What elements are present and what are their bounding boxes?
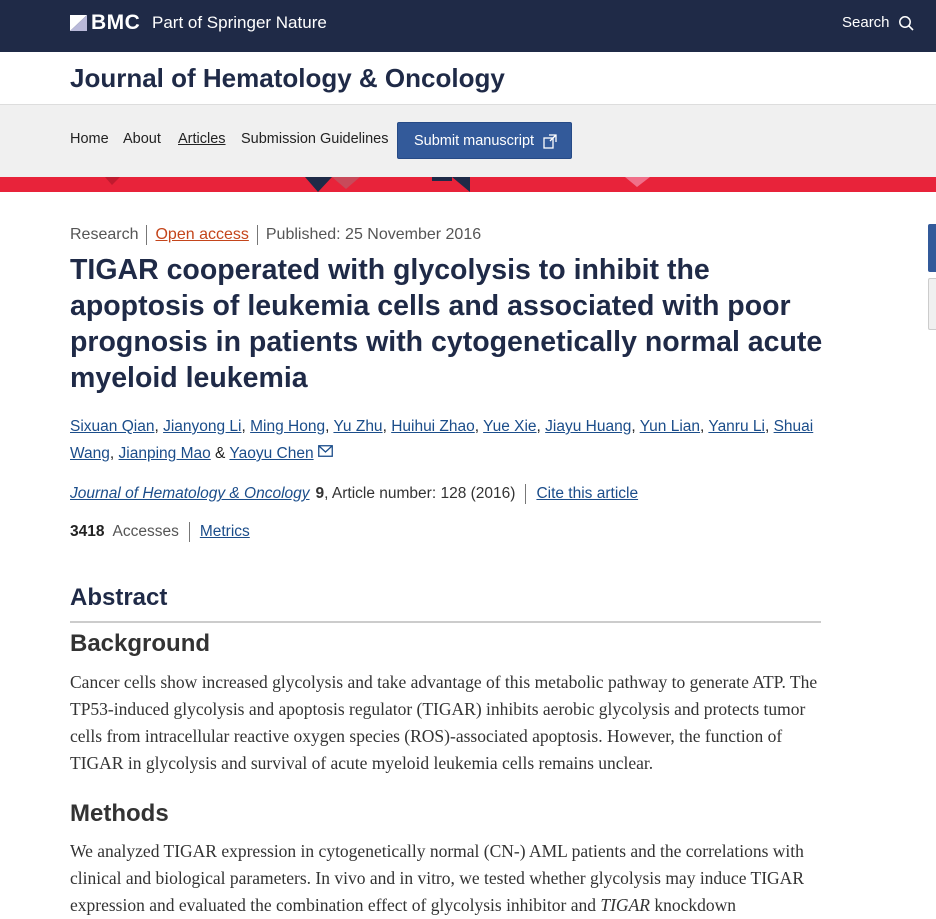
- journal-nav: [0, 105, 936, 177]
- author-list: Sixuan Qian, Jianyong Li, Ming Hong, Yu Zhu, Huihui Zhao, Yue Xie, Jiayu Huang, Yun Lian, Yanru Li, Shuai Wang, Jianping Mao & Yaoyu Chen: [70, 418, 814, 462]
- author-link[interactable]: Yue Xie: [483, 418, 537, 435]
- external-link-icon: [542, 133, 558, 149]
- submit-manuscript-label: Submit manuscript: [414, 132, 535, 149]
- author-link[interactable]: Huihui Zhao: [391, 418, 475, 435]
- article-type: Research: [70, 226, 139, 243]
- methods-text-part: We analyzed TIGAR expression in cytogenetically normal (CN-) AML patients and the correlations with clinical and biological parameters. In vivo and in vitro, we tested whether glycolysis may induce TIGAR expression and evaluated the combination effect of glycolysis inhibitor and: [70, 841, 804, 915]
- brand-tagline[interactable]: Part of Springer Nature: [152, 13, 327, 32]
- abstract-heading: Abstract: [70, 584, 168, 611]
- citation-line: [70, 484, 638, 504]
- background-heading: Background: [70, 630, 211, 657]
- author-link[interactable]: Yu Zhu: [333, 418, 383, 435]
- metrics-link[interactable]: Metrics: [199, 523, 250, 540]
- author-link[interactable]: Jianping Mao: [118, 445, 211, 462]
- abstract-divider: [70, 621, 821, 623]
- author-link[interactable]: Jianyong Li: [163, 418, 242, 435]
- search-label: Search: [842, 14, 890, 31]
- meta-divider: [257, 225, 258, 245]
- open-access-link[interactable]: Open access: [155, 226, 249, 243]
- meta-divider: [146, 225, 147, 245]
- methods-text: [70, 838, 822, 919]
- band-pattern: [0, 177, 936, 192]
- citation-divider: [525, 484, 526, 504]
- accesses-count: 3418: [70, 523, 105, 540]
- author-link[interactable]: Jiayu Huang: [545, 418, 632, 435]
- bmc-logo-icon[interactable]: [70, 15, 87, 31]
- metrics-divider: [189, 522, 190, 542]
- article-title: TIGAR cooperated with glycolysis to inhibit the apoptosis of leukemia cells and associated with poor prognosis in patients with cytogenetically normal acute myeloid leukemia: [70, 254, 823, 394]
- methods-gene-name: TIGAR: [600, 895, 650, 915]
- sidebar-secondary-tab[interactable]: [928, 278, 936, 330]
- citation-volume: 9: [315, 485, 325, 502]
- nav-home[interactable]: Home: [70, 131, 109, 147]
- nav-articles[interactable]: Articles: [178, 131, 226, 147]
- search-button[interactable]: [842, 14, 914, 31]
- article-metrics: [70, 522, 250, 542]
- background-text: Cancer cells show increased glycolysis and take advantage of this metabolic pathway to generate ATP. The TP53-induced glycolysis and apoptosis regulator (TIGAR) inhibits aerobic glycolysis and protects tumor cells from intracellular reactive oxygen species (ROS)-associated apoptosis. However, the function of TIGAR in glycolysis and survival of acute myeloid leukemia cells remains unclear.: [70, 672, 818, 773]
- top-bar: [0, 0, 936, 52]
- cite-this-article-link[interactable]: Cite this article: [536, 485, 639, 502]
- methods-text-part: knockdown: [649, 895, 736, 915]
- search-icon: [898, 15, 914, 31]
- citation-article-info: , Article number: 128 (2016): [324, 485, 516, 502]
- sidebar-toggle-tab[interactable]: [928, 224, 936, 272]
- decorative-band: [0, 177, 936, 192]
- citation-journal-link[interactable]: Journal of Hematology & Oncology: [70, 485, 310, 502]
- journal-header: [0, 52, 936, 105]
- author-link[interactable]: Shuai Wang: [70, 418, 814, 462]
- mail-icon[interactable]: [318, 445, 333, 457]
- author-link[interactable]: Sixuan Qian: [70, 418, 155, 435]
- author-link[interactable]: Yun Lian: [639, 418, 701, 435]
- methods-heading: Methods: [70, 800, 169, 827]
- submit-manuscript-button[interactable]: [397, 122, 572, 159]
- author-link[interactable]: Ming Hong: [250, 418, 326, 435]
- journal-title[interactable]: Journal of Hematology & Oncology: [70, 63, 505, 93]
- author-link[interactable]: Yanru Li: [708, 418, 765, 435]
- accesses-label: Accesses: [112, 523, 179, 540]
- brand-name[interactable]: BMC: [91, 11, 141, 34]
- published-date: Published: 25 November 2016: [265, 226, 482, 243]
- author-link-corresponding[interactable]: Yaoyu Chen: [229, 445, 314, 462]
- article-meta: [70, 225, 481, 245]
- nav-submission-guidelines[interactable]: Submission Guidelines: [241, 131, 389, 147]
- nav-about[interactable]: About: [123, 131, 161, 147]
